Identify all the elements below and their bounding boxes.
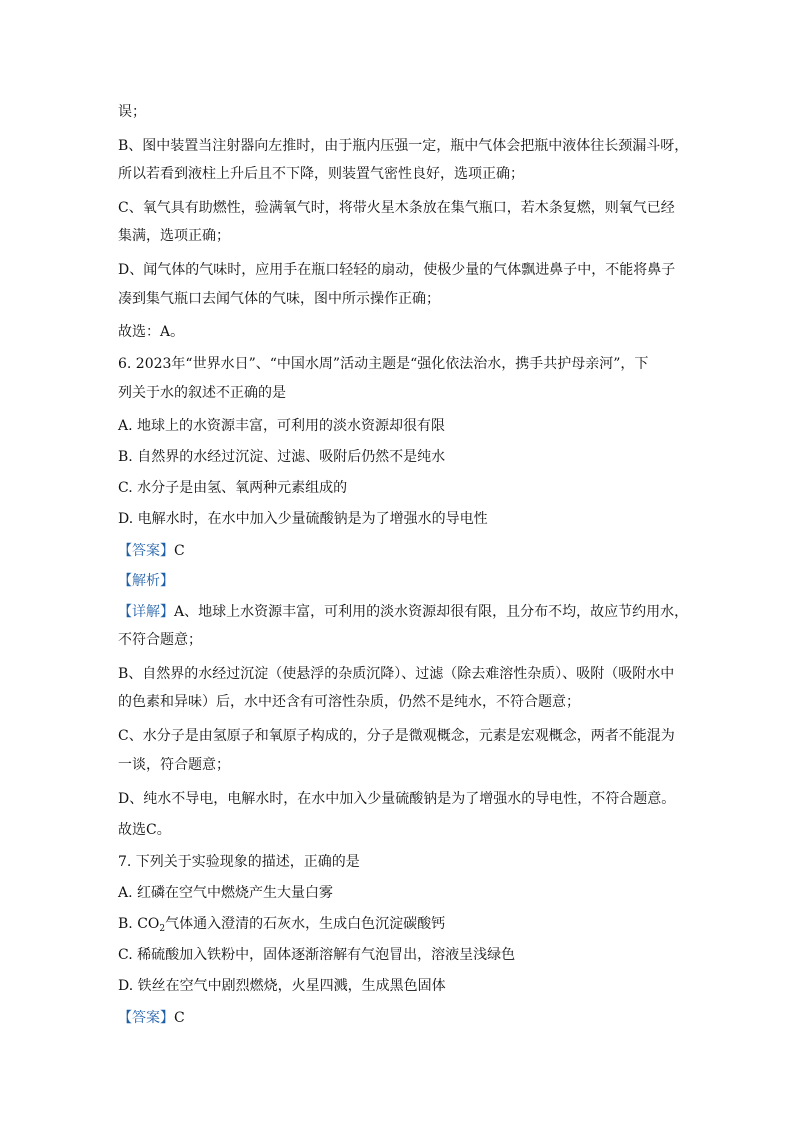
text-line: D、纯水不导电，电解水时，在水中加入少量硫酸钠是为了增强水的导电性，不符合题意。 <box>118 791 676 807</box>
text-line: 的色素和异味）后，水中还含有可溶性杂质，仍然不是纯水，不符合题意； <box>118 694 580 710</box>
option-c: C. 水分子是由氢、氧两种元素组成的 <box>118 480 348 496</box>
text-line: 一谈，符合题意； <box>118 757 230 773</box>
text-line: C、水分子是由氢原子和氧原子构成的，分子是微观概念，元素是宏观概念，两者不能混为 <box>118 728 675 744</box>
detail-line <box>118 602 688 622</box>
question-stem: 列关于水的叙述不正确的是 <box>118 385 286 401</box>
question-stem: 6. 2023年“世界水日”、“中国水周”活动主题是“强化依法治水，携手共护母亲河”，下 <box>118 356 649 372</box>
option-a: A. 地球上的水资源丰富，可利用的淡水资源却很有限 <box>118 418 446 434</box>
text-line: 故选：A。 <box>118 324 185 340</box>
analysis-heading <box>118 571 174 591</box>
option-d: D. 电解水时，在水中加入少量硫酸钠是为了增强水的导电性 <box>118 511 488 527</box>
text-line: B、图中装置当注射器向左推时，由于瓶内压强一定，瓶中气体会把瓶中液体往长颈漏斗呀， <box>118 138 689 154</box>
option-b: B. $CO_2$气体通入澄清的石灰水，生成白色沉淀碳酸钙 <box>118 916 446 934</box>
text-line: 凑到集气瓶口去闻气体的气味，图中所示操作正确； <box>118 291 440 307</box>
text-line: 集满，选项正确； <box>118 228 230 244</box>
option-d: D. 铁丝在空气中剧烈燃烧，火星四溅，生成黑色固体 <box>118 978 446 994</box>
answer-value: C <box>174 543 185 559</box>
text-line: C、氧气具有助燃性，验满氧气时，将带火星木条放在集气瓶口，若木条复燃，则氧气已经 <box>118 200 675 216</box>
text-line: B、自然界的水经过沉淀（使悬浮的杂质沉降）、过滤（除去难溶性杂质）、吸附（吸附水中 <box>118 666 675 682</box>
answer-tag: 【答案】 <box>118 1010 174 1026</box>
text-line: D、闻气体的气味时，应用手在瓶口轻轻的扇动，使极少量的气体飘进鼻子中，不能将鼻子 <box>118 262 676 278</box>
detail-tag: 【详解】 <box>118 604 174 620</box>
analysis-tag: 【解析】 <box>118 573 174 589</box>
text-line: 不符合题意； <box>118 632 202 648</box>
question-stem: 7. 下列关于实验现象的描述，正确的是 <box>118 854 360 870</box>
answer-line <box>118 541 185 561</box>
option-b: B. 自然界的水经过沉淀、过滤、吸附后仍然不是纯水 <box>118 449 446 465</box>
option-a: A. 红磷在空气中燃烧产生大量白雾 <box>118 885 334 901</box>
option-c: C. 稀硫酸加入铁粉中，固体逐渐溶解有气泡冒出，溶液呈浅绿色 <box>118 947 516 963</box>
text-line: 误； <box>118 104 146 120</box>
detail-text: A、地球上水资源丰富，可利用的淡水资源却很有限，且分布不均，故应节约用水， <box>174 604 689 620</box>
text-line: 所以若看到液柱上升后且不下降，则装置气密性良好，选项正确； <box>118 166 524 182</box>
answer-value: C <box>174 1010 185 1026</box>
text-line: 故选C。 <box>118 822 171 838</box>
answer-line <box>118 1008 185 1028</box>
answer-tag: 【答案】 <box>118 543 174 559</box>
